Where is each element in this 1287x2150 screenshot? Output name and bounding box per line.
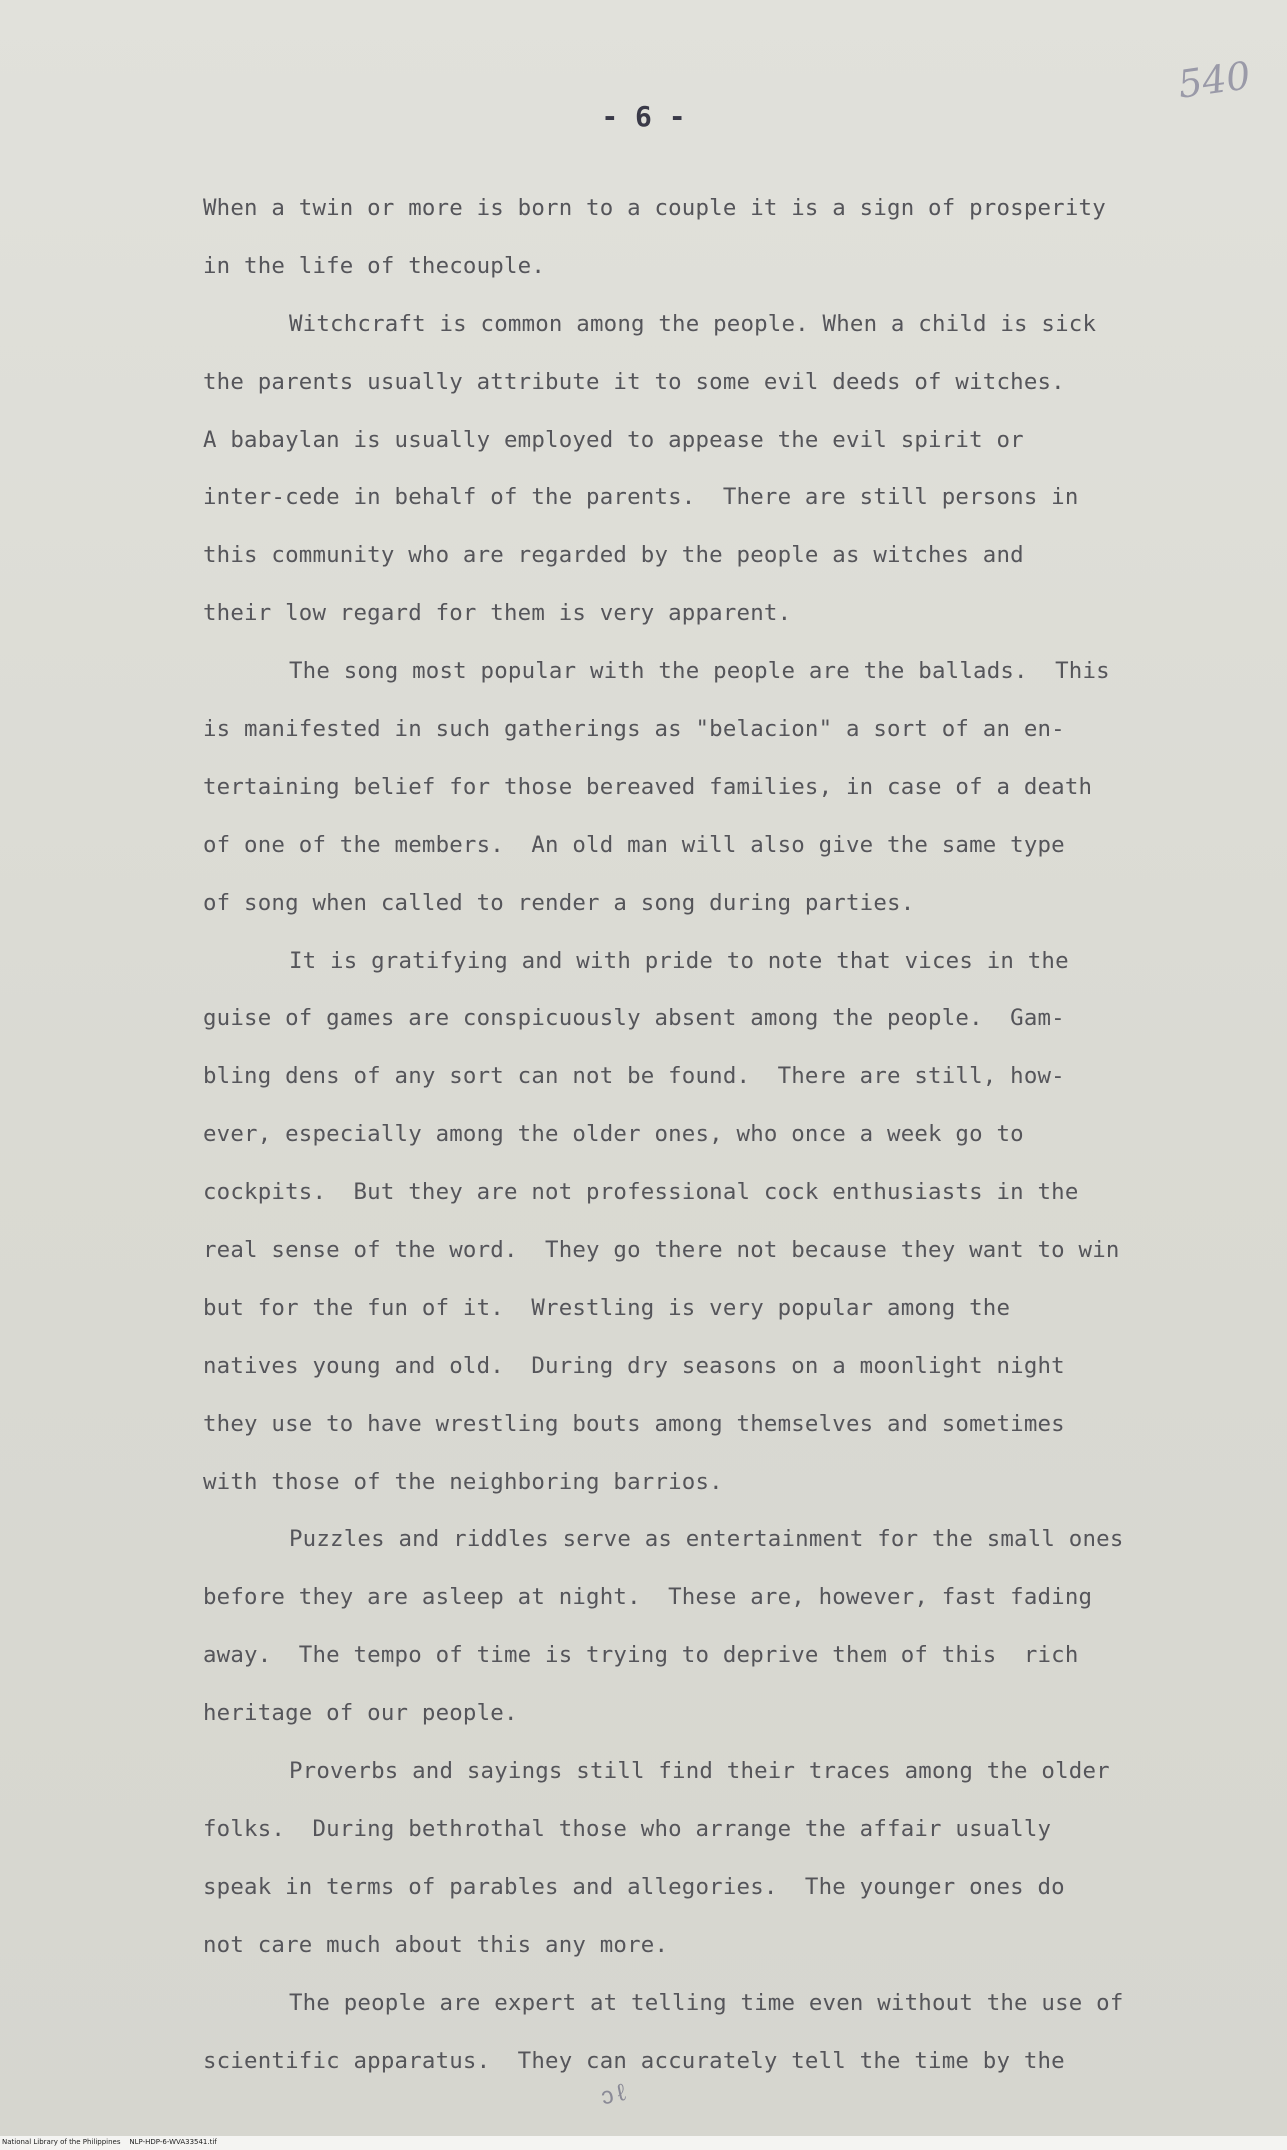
text-line: scientific apparatus. They can accurately tell the time by the xyxy=(203,2047,1065,2074)
text-line: but for the fun of it. Wrestling is very popular among the xyxy=(203,1294,1011,1321)
text-line: guise of games are conspicuously absent among the people. Gam- xyxy=(203,1005,1065,1032)
text-line: real sense of the word. They go there not because they want to win xyxy=(203,1237,1120,1264)
body-text xyxy=(203,180,1203,2090)
text-line: speak in terms of parables and allegories. The younger ones do xyxy=(203,1873,1065,1900)
handwritten-archive-number: 540 xyxy=(1175,53,1254,107)
text-line: ever, especially among the older ones, who once a week go to xyxy=(203,1121,1024,1148)
paragraph-first-line: It is gratifying and with pride to note that vices in the xyxy=(289,947,1069,974)
text-line: bling dens of any sort can not be found. There are still, how- xyxy=(203,1063,1065,1090)
paragraph-first-line: The song most popular with the people are the ballads. This xyxy=(289,658,1110,685)
text-line: A babaylan is usually employed to appease the evil spirit or xyxy=(203,426,1024,453)
text-line: is manifested in such gatherings as "belacion" a sort of an en- xyxy=(203,716,1065,743)
text-line: tertaining belief for those bereaved families, in case of a death xyxy=(203,773,1093,800)
text-line: in the life of thecouple. xyxy=(203,252,546,279)
text-line: the parents usually attribute it to some evil deeds of witches. xyxy=(203,368,1065,395)
text-line: away. The tempo of time is trying to deprive them of this rich xyxy=(203,1642,1079,1669)
text-line: before they are asleep at night. These are, however, fast fading xyxy=(203,1584,1093,1611)
text-line: cockpits. But they are not professional cock enthusiasts in the xyxy=(203,1179,1079,1206)
text-line: heritage of our people. xyxy=(203,1700,518,1727)
handwritten-footer-mark: ↄℓ xyxy=(597,2077,632,2111)
text-line: their low regard for them is very apparent. xyxy=(203,600,792,627)
text-line: with those of the neighboring barrios. xyxy=(203,1468,723,1495)
footer-caption: National Library of the Philippines NLP-HDP-6-WVA33541.tif xyxy=(2,2138,217,2146)
page-number: - 6 - xyxy=(601,100,686,133)
paragraph-first-line: The people are expert at telling time even without the use of xyxy=(289,1989,1124,2016)
text-line: not care much about this any more. xyxy=(203,1931,669,1958)
text-line: natives young and old. During dry seasons on a moonlight night xyxy=(203,1352,1065,1379)
text-line: of one of the members. An old man will also give the same type xyxy=(203,831,1065,858)
text-line: they use to have wrestling bouts among themselves and sometimes xyxy=(203,1410,1065,1437)
text-line: of song when called to render a song during parties. xyxy=(203,889,915,916)
paragraph-first-line: Puzzles and riddles serve as entertainment for the small ones xyxy=(289,1526,1124,1553)
text-line: inter-cede in behalf of the parents. There are still persons in xyxy=(203,484,1079,511)
text-line: this community who are regarded by the people as witches and xyxy=(203,542,1024,569)
text-line: folks. During bethrothal those who arrange the affair usually xyxy=(203,1815,1052,1842)
paragraph-first-line: Witchcraft is common among the people. When a child is sick xyxy=(289,310,1097,337)
text-line: When a twin or more is born to a couple it is a sign of prosperity xyxy=(203,195,1106,221)
paragraph-first-line: Proverbs and sayings still find their traces among the older xyxy=(289,1758,1110,1785)
